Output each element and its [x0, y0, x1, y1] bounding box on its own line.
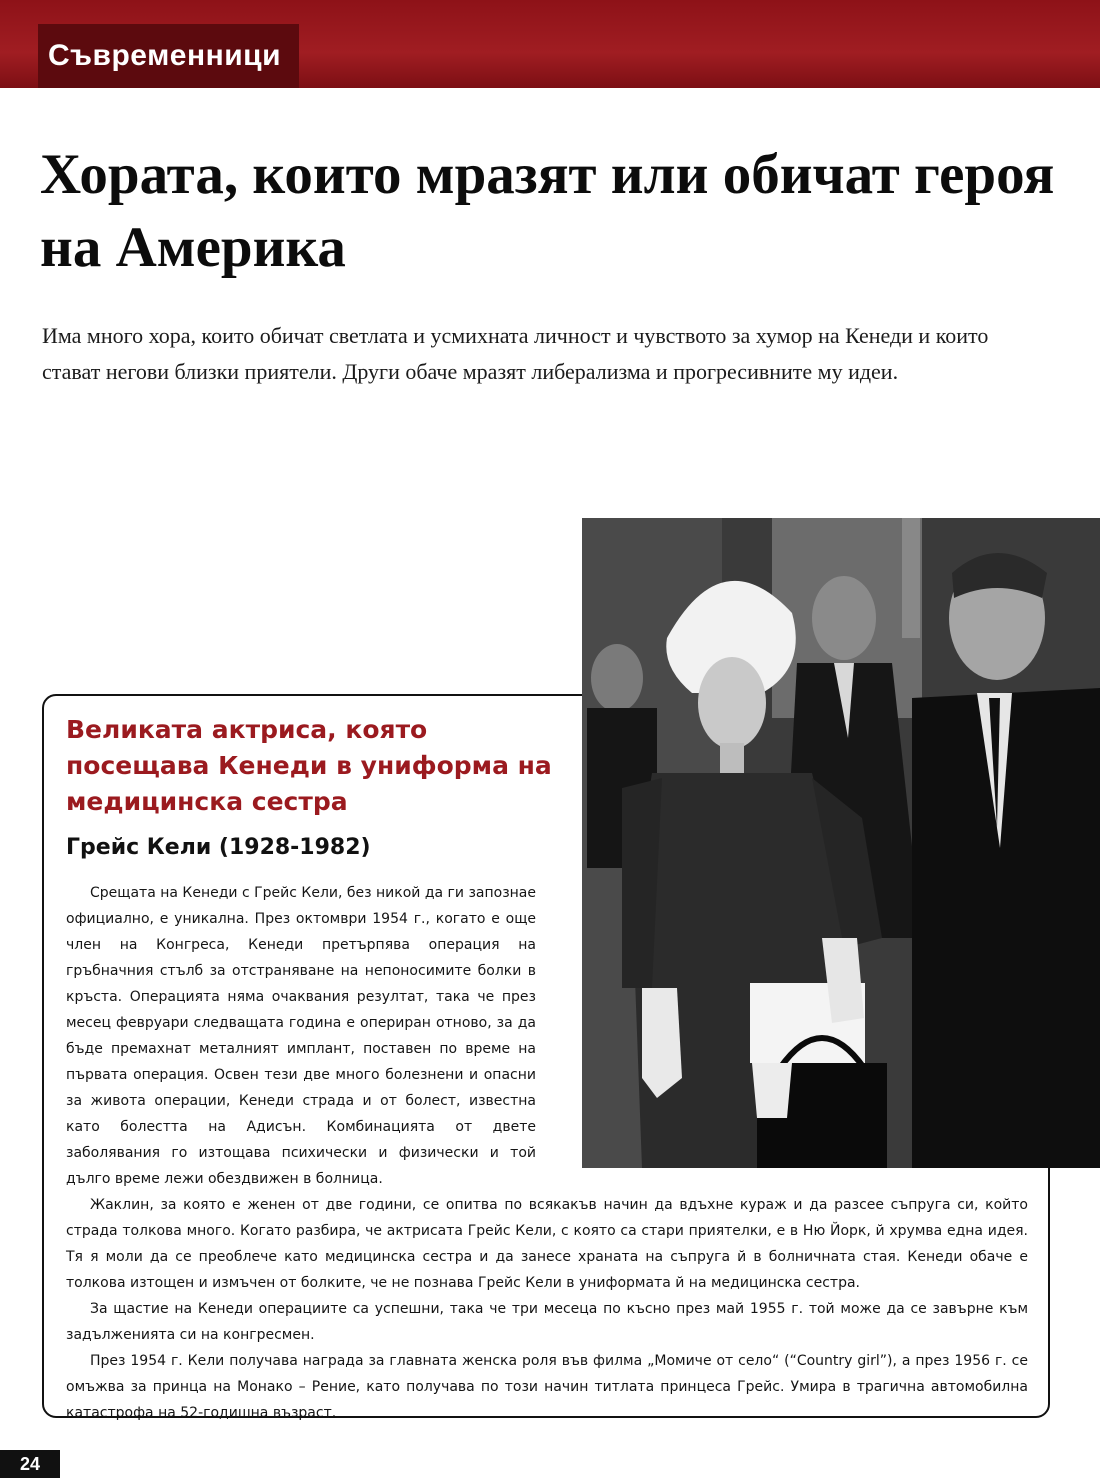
box-subtitle: Грейс Кели (1928-1982)	[66, 835, 371, 860]
photo	[582, 518, 1100, 1168]
body-paragraph: Срещата на Кенеди с Грейс Кели, без никой да ги запознае официално, е уникална. През октомври 1954 г., когато е още член на Конгреса, Кенеди претърпява операция на гръбначния стълб за отстраняване на непоносимите болки в кръста. Операцията няма очаквания резултат, така че през месец февруари следващата година е опериран отново, за да бъде премахнат металният имплант, поставен по време на първата операция. Освен тези две много болезнени и опасни за живота операции, Кенеди страда и от болест, известна като болестта на Адисън. Комбинацията от двете заболявания го изтощава психически и физически и той дълго време лежи обездвижен в болница.	[66, 885, 536, 1187]
box-title: Великата актриса, която посещава Кенеди в униформа на медицинска сестра	[66, 715, 552, 816]
photo-illustration	[582, 518, 1100, 1168]
page-title: Хората, които мразят или обичат героя на Америка	[40, 143, 1055, 279]
body-paragraph: Жаклин, за която е женен от две години, се опитва по всякакъв начин да вдъхне кураж и да разсее съпруга си, който страда толкова много. Когато разбира, че актрисата Грейс Кели, с която са стари приятелки, е в Ню Йорк, й хрумва една идея. Тя я моли да се преоблече като медицинска сестра и да занесе храната на съпруга й в болничната стая. Кенеди обаче е толкова изтощен и измъчен от болките, че не познава Грейс Кели в униформата й на медицинска сестра.	[66, 1197, 1028, 1291]
section-label: Съвременници	[38, 24, 299, 88]
body-paragraph: За щастие на Кенеди операциите са успешни, така че три месеца по късно през май 1955 г. той може да се завърне към задълженията си на конгресмен.	[66, 1301, 1028, 1343]
body-paragraph: През 1954 г. Кели получава награда за главната женска роля във филма „Момиче от село“ (“Country girl”), а през 1956 г. се омъжва за принца на Монако – Рение, като получава по този начин титлата принцеса Грейс. Умира в трагична автомобилна катастрофа на 52-годишна възраст.	[66, 1353, 1028, 1421]
lead-paragraph: Има много хора, които обичат светлата и усмихната личност и чувството за хумор на Кенеди и които стават негови близки приятели. Други обаче мразят либерализма и прогресивните му идеи.	[42, 323, 989, 384]
page-number: 24	[0, 1450, 60, 1478]
